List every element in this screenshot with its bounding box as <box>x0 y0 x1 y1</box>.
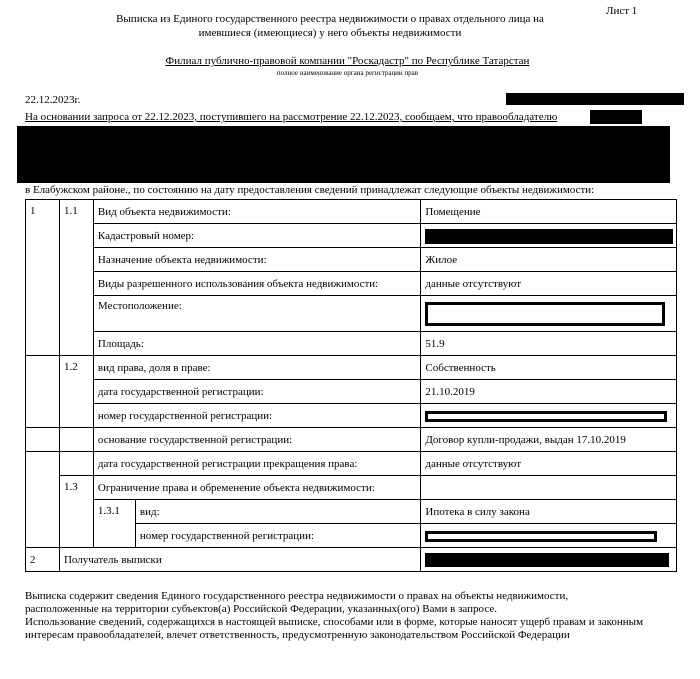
termination-value: данные отсутствуют <box>421 452 677 476</box>
area-label: Площадь: <box>93 332 420 356</box>
footer-line-1: Выписка содержит сведения Единого государственного реестра недвижимости о правах на объекты недвижимости, <box>25 590 569 602</box>
permitted-use-value: данные отсутствуют <box>421 272 677 296</box>
redacted-owner-short <box>590 110 642 124</box>
redacted-location <box>425 302 665 326</box>
objects-table <box>25 199 677 572</box>
cadastral-value <box>421 224 677 248</box>
encumbrance-value <box>421 476 677 500</box>
enc-reg-number-label: номер государственной регистрации: <box>135 524 421 548</box>
redacted-enc-reg-number <box>425 531 657 542</box>
footer-line-3: Использование сведений, содержащихся в настоящей выписке, способами или в форме, которые наносят ущерб правам и законным <box>25 616 644 628</box>
object-type-label: Вид объекта недвижимости: <box>93 200 420 224</box>
reg-basis-label: основание государственной регистрации: <box>93 428 420 452</box>
footer-line-2: расположенные на территории субъектов(а) Российской Федерации, указанных(ого) Вами в запросе. <box>25 603 497 615</box>
empty-cell-5 <box>59 452 93 476</box>
kind-label: вид: <box>135 500 421 524</box>
purpose-label: Назначение объекта недвижимости: <box>93 248 420 272</box>
cadastral-label: Кадастровый номер: <box>93 224 420 248</box>
section-1-1: 1.1 <box>59 200 93 356</box>
empty-cell-1 <box>26 356 60 428</box>
title-line-1: Выписка из Единого государственного реестра недвижимости о правах отдельного лица на <box>116 13 544 25</box>
reg-number-label: номер государственной регистрации: <box>93 404 420 428</box>
region-text: в Елабужском районе., по состоянию на дату предоставления сведений принадлежат следующие объекты недвижимости: <box>25 184 595 196</box>
enc-reg-number-value <box>421 524 677 548</box>
redacted-recipient <box>425 553 669 567</box>
empty-cell-4 <box>26 452 60 548</box>
section-1-3: 1.3 <box>59 476 93 548</box>
footer-notice <box>25 590 685 642</box>
right-type-value: Собственность <box>421 356 677 380</box>
section-1-3-1: 1.3.1 <box>93 500 135 548</box>
section-1-2: 1.2 <box>59 356 93 428</box>
termination-label: дата государственной регистрации прекращения права: <box>93 452 420 476</box>
reg-number-value <box>421 404 677 428</box>
purpose-value: Жилое <box>421 248 677 272</box>
redacted-cadastral <box>425 229 673 244</box>
encumbrance-label: Ограничение права и обременение объекта недвижимости: <box>93 476 420 500</box>
basis-text: На основании запроса от 22.12.2023, поступившего на рассмотрение 22.12.2023, сообщаем, что правообладателю <box>25 111 558 123</box>
row-number-1: 1 <box>26 200 60 356</box>
organization-caption: полное наименование органа регистрации прав <box>276 69 419 77</box>
object-type-value: Помещение <box>421 200 677 224</box>
organization-name: Филиал публично-правовой компании "Роскадастр" по Республике Татарстан <box>165 55 530 67</box>
empty-cell-3 <box>59 428 93 452</box>
reg-date-label: дата государственной регистрации: <box>93 380 420 404</box>
document-title <box>80 12 580 40</box>
permitted-use-label: Виды разрешенного использования объекта недвижимости: <box>93 272 420 296</box>
kind-value: Ипотека в силу закона <box>421 500 677 524</box>
redacted-top-right <box>506 93 684 105</box>
location-label: Местоположение: <box>93 296 420 332</box>
redacted-reg-number <box>425 411 667 422</box>
document-date: 22.12.2023г. <box>25 94 81 106</box>
recipient-value <box>421 548 677 572</box>
footer-line-4: интересам правообладателей, влечет ответственность, предусмотренную законодательством Российской Федерации <box>25 629 570 641</box>
redacted-owner-block <box>17 126 670 183</box>
recipient-label: Получатель выписки <box>59 548 420 572</box>
title-line-2: имевшиеся (имеющиеся) у него объекты недвижимости <box>198 27 462 39</box>
row-number-2: 2 <box>26 548 60 572</box>
sheet-number: Лист 1 <box>606 5 638 17</box>
right-type-label: вид права, доля в праве: <box>93 356 420 380</box>
empty-cell-2 <box>26 428 60 452</box>
location-value <box>421 296 677 332</box>
area-value: 51.9 <box>421 332 677 356</box>
reg-date-value: 21.10.2019 <box>421 380 677 404</box>
reg-basis-value: Договор купли-продажи, выдан 17.10.2019 <box>421 428 677 452</box>
